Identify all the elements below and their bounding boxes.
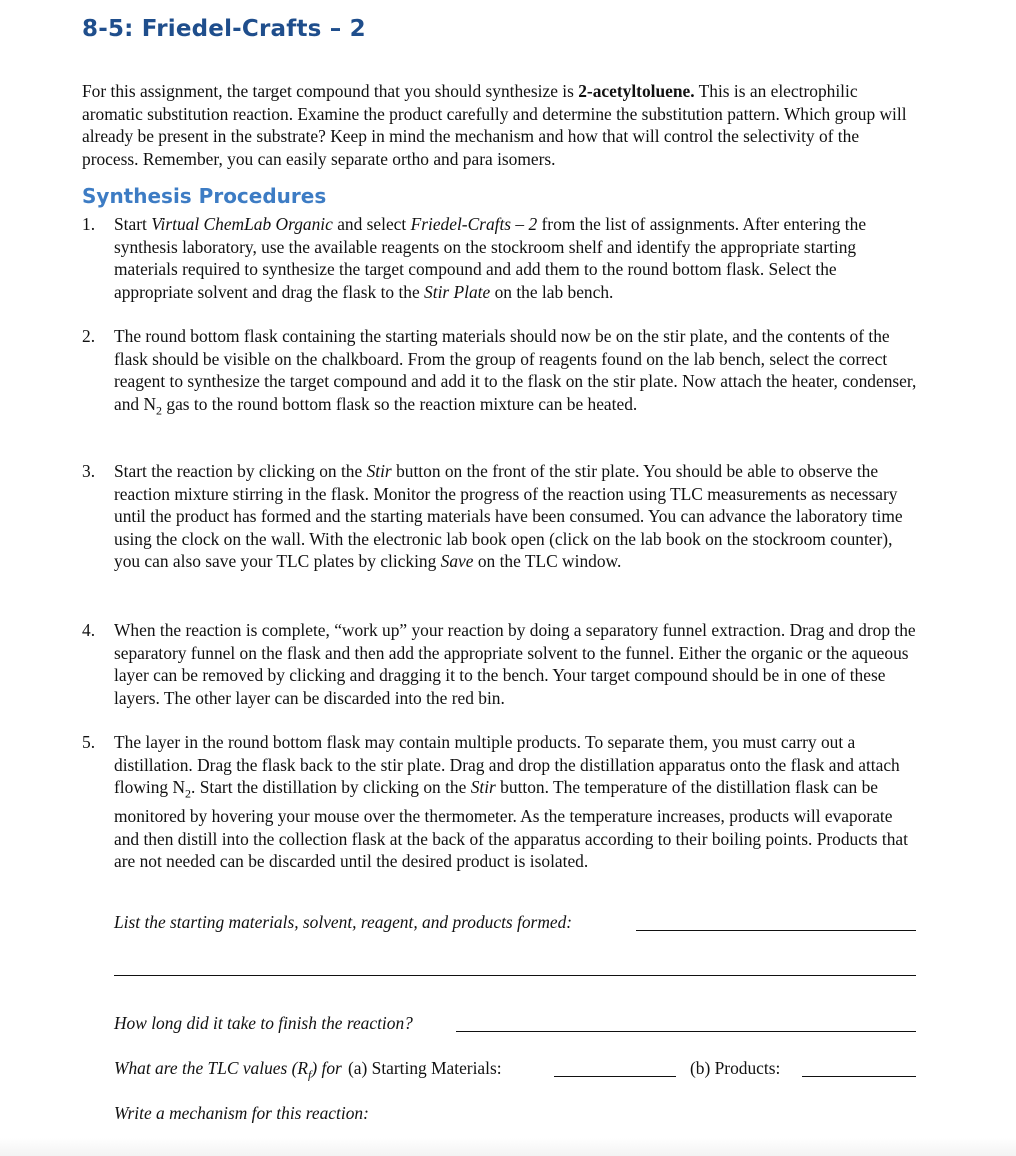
answer-line-tlc-b[interactable] bbox=[802, 1076, 916, 1077]
step-text bbox=[114, 731, 919, 873]
rf-subscript: f bbox=[308, 1067, 312, 1082]
step-number: 3. bbox=[82, 461, 96, 481]
step-text-span: on the lab bench. bbox=[490, 281, 614, 302]
answer-line-materials[interactable] bbox=[636, 930, 916, 931]
stir-plate-term: Stir Plate bbox=[424, 281, 491, 302]
tlc-products-label: (b) Products: bbox=[690, 1058, 781, 1078]
intro-paragraph bbox=[82, 80, 912, 170]
step-text-span: Start the reaction by clicking on the bbox=[114, 461, 367, 481]
page-bottom-shade bbox=[0, 1138, 1016, 1156]
step-text-span: . Start the distillation by clicking on the bbox=[191, 777, 471, 798]
step-number: 5. bbox=[82, 732, 96, 752]
section-heading: Synthesis Procedures bbox=[82, 184, 327, 208]
step-text-span: The layer in the round bottom flask may contain multiple products. To separate them, you must carry out a distillation. Drag the flask back to the stir plate. Drag and drop the distillation apparatus onto the flask and attach flowing N bbox=[114, 732, 900, 798]
page-title: 8-5: Friedel-Crafts – 2 bbox=[82, 16, 366, 42]
step-text-span: button. The temperature of the distillation flask can be monitored by hovering your mouse over the thermometer. As the temperature increases, products will evaporate and then distill into the collection flask at the back of the apparatus according to their boiling points. Products that are not needed can be discarded until the desired product is isolated. bbox=[114, 777, 908, 872]
step-text-span: Start bbox=[114, 214, 152, 234]
step-text-span: button on the front of the stir plate. You should be able to observe the reaction mixture stirring in the flask. Monitor the progress of the reaction using TLC measurements as necessary until the product has formed and the starting materials have been consumed. You can advance the laboratory time using the clock on the wall. With the electronic lab book open (click on the lab book on the stockroom counter), you can also save your TLC plates by clicking bbox=[114, 461, 903, 572]
save-term: Save bbox=[440, 551, 474, 572]
step-text bbox=[114, 213, 919, 303]
step-text bbox=[114, 325, 919, 422]
tlc-suffix: ) for bbox=[311, 1058, 342, 1078]
step-number: 4. bbox=[82, 620, 96, 640]
stir-term: Stir bbox=[470, 777, 496, 798]
step-number: 2. bbox=[82, 326, 96, 346]
subscript: 2 bbox=[185, 786, 192, 801]
step-text bbox=[114, 460, 919, 573]
step-text: When the reaction is complete, “work up” your reaction by doing a separatory funnel extraction. Drag and drop the separatory funnel on the flask and then add the appropriate solvent to the funnel. Either the organic or the aqueous layer can be removed by clicking and dragging it to the bench. Your target compound should be in one of these layers. The other layer can be discarded into the red bin. bbox=[114, 620, 916, 708]
answer-line-materials-2[interactable] bbox=[114, 975, 916, 976]
answer-line-tlc-a[interactable] bbox=[554, 1076, 676, 1077]
step-number: 1. bbox=[82, 214, 96, 234]
step-text-span: and select bbox=[332, 214, 411, 234]
question-tlc bbox=[114, 1058, 342, 1082]
step-text-span: on the TLC window. bbox=[473, 551, 622, 572]
question-mechanism: Write a mechanism for this reaction: bbox=[114, 1103, 369, 1123]
step-text-span: gas to the round bottom flask so the reaction mixture can be heated. bbox=[162, 393, 638, 414]
assignment-name: Friedel-Crafts – 2 bbox=[410, 214, 538, 234]
intro-text-after: This is an electrophilic aromatic substitution reaction. Examine the product carefully and determine the substitution pattern. Which group will already be present in the substrate? Keep in mind the mechanism and how that will control the selectivity of the process. Remember, you can easily separate ortho and para isomers. bbox=[82, 81, 907, 169]
subscript: 2 bbox=[156, 403, 163, 418]
target-compound: 2-acetyltoluene. bbox=[578, 81, 695, 101]
step-text-span: The round bottom flask containing the starting materials should now be on the stir plate, and the contents of the flask should be visible on the chalkboard. From the group of reagents found on the lab bench, select the correct reagent to synthesize the target compound and add it to the flask on the stir plate. Now attach the heater, condenser, and N bbox=[114, 326, 917, 414]
tlc-starting-materials-label: (a) Starting Materials: bbox=[348, 1058, 502, 1078]
software-name: Virtual ChemLab Organic bbox=[151, 214, 333, 234]
tlc-prefix: What are the TLC values (R bbox=[114, 1058, 309, 1078]
step-text-span: from the list of assignments. After entering the synthesis laboratory, use the available reagents on the stockroom shelf and identify the appropriate starting materials required to synthesize the target compound and add them to the round bottom flask. Select the appropriate solvent and drag the flask to the bbox=[114, 214, 867, 302]
question-list-materials: List the starting materials, solvent, reagent, and products formed: bbox=[114, 912, 573, 932]
intro-text-before: For this assignment, the target compound that you should synthesize is bbox=[82, 81, 579, 101]
question-reaction-time: How long did it take to finish the reaction? bbox=[114, 1013, 413, 1033]
stir-term: Stir bbox=[366, 461, 392, 481]
answer-line-time[interactable] bbox=[456, 1031, 916, 1032]
